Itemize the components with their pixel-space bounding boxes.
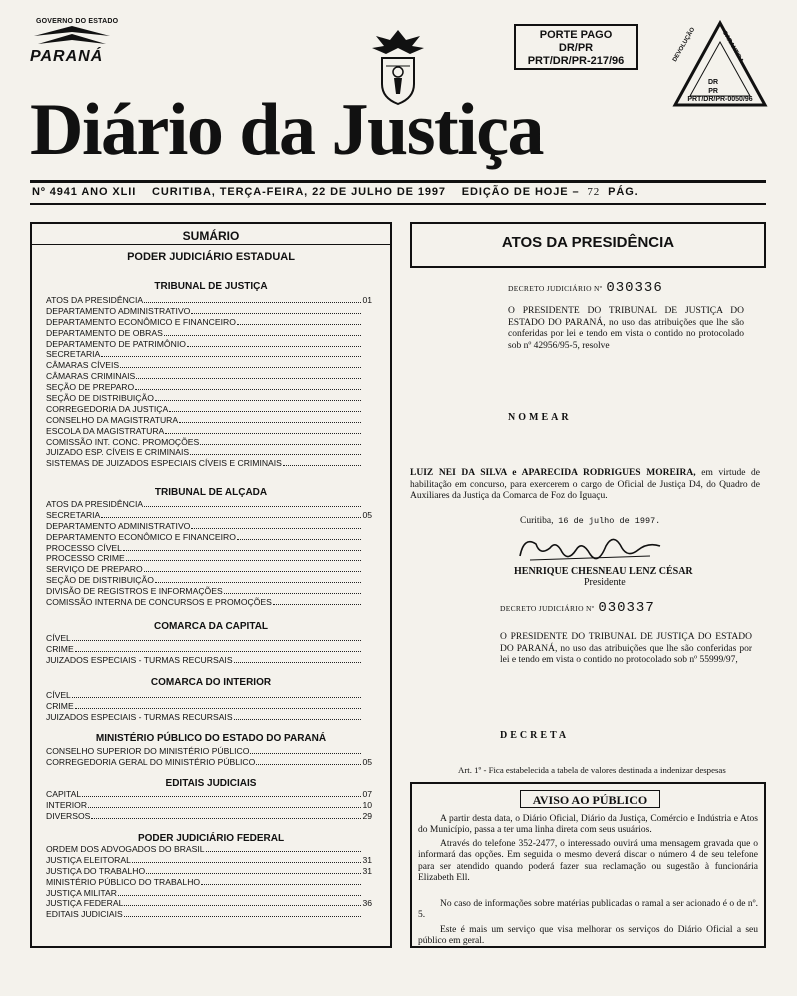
summary-entry-leader bbox=[91, 812, 361, 819]
summary-section-list bbox=[46, 499, 372, 608]
summary-entry-label: CONSELHO SUPERIOR DO MINISTÉRIO PÚBLICO bbox=[46, 746, 250, 756]
summary-entry-page: 36 bbox=[362, 898, 372, 909]
summary-entry-leader bbox=[234, 656, 361, 663]
summary-entry bbox=[46, 866, 372, 877]
summary-section-list bbox=[46, 295, 372, 469]
summary-entry-page: 07 bbox=[362, 789, 372, 799]
summary-entry-label: CRIME bbox=[46, 700, 74, 711]
summary-entry-leader bbox=[123, 544, 361, 551]
decree-1-place-date bbox=[520, 516, 660, 526]
summary-entry bbox=[46, 575, 372, 586]
summary-entry bbox=[46, 510, 372, 521]
summary-entry-label: SERVIÇO DE PREPARO bbox=[46, 564, 143, 575]
summary-entry-leader bbox=[191, 522, 361, 529]
summary-entry-label: PROCESSO CÍVEL bbox=[46, 542, 122, 553]
summary-entry-label: JUSTIÇA ELEITORAL bbox=[46, 854, 131, 865]
summary-entry-leader bbox=[250, 747, 361, 754]
summary-entry-leader bbox=[169, 405, 361, 412]
summary-subtitle: PODER JUDICIÁRIO ESTADUAL bbox=[127, 251, 295, 263]
summary-entry-leader bbox=[200, 438, 361, 445]
government-name: PARANÁ bbox=[30, 48, 104, 65]
summary-entry-leader bbox=[187, 340, 361, 347]
summary-entry bbox=[46, 712, 372, 723]
summary-entry-leader bbox=[206, 845, 361, 852]
summary-entry bbox=[46, 295, 372, 306]
summary-entry-leader bbox=[75, 645, 361, 652]
decree-1-body bbox=[410, 468, 760, 503]
summary-entry bbox=[46, 532, 372, 543]
summary-entry-leader bbox=[82, 790, 361, 797]
summary-entry-label: DEPARTAMENTO DE PATRIMÔNIO bbox=[46, 338, 186, 349]
summary-entry bbox=[46, 371, 372, 382]
summary-entry-label: CÂMARAS CÍVEIS bbox=[46, 360, 120, 371]
government-label: GOVERNO DO ESTADO bbox=[36, 18, 119, 25]
summary-section-list bbox=[46, 633, 372, 666]
summary-entry-label: JUIZADO ESP. CÍVEIS E CRIMINAIS bbox=[46, 447, 190, 458]
summary-entry-label: CRIME bbox=[46, 643, 74, 654]
summary-entry-leader bbox=[164, 329, 361, 336]
summary-entry-leader bbox=[126, 554, 361, 561]
summary-entry-label: CÂMARAS CRIMINAIS bbox=[46, 371, 136, 382]
porte-line-3: PRT/DR/PR-217/96 bbox=[527, 55, 625, 67]
summary-entry-label: ORDEM DOS ADVOGADOS DO BRASIL bbox=[46, 844, 205, 854]
summary-entry-label: EDITAIS JUDICIAIS bbox=[46, 909, 123, 920]
summary-section-list bbox=[46, 690, 372, 723]
summary-entry-leader bbox=[155, 576, 361, 583]
city-date: CURITIBA, TERÇA-FEIRA, 22 DE JULHO DE 1997 bbox=[152, 186, 446, 198]
summary-entry-page: 05 bbox=[362, 509, 372, 520]
decree-2-number: 030337 bbox=[598, 600, 655, 616]
summary-entry bbox=[46, 655, 372, 666]
summary-entry-leader bbox=[234, 713, 361, 720]
summary-entry-leader bbox=[124, 899, 361, 906]
summary-entry bbox=[46, 437, 372, 448]
seal-center-line-1: DR bbox=[708, 79, 719, 86]
summary-entry bbox=[46, 757, 372, 768]
summary-entry-label: ATOS DA PRESIDÊNCIA bbox=[46, 499, 144, 509]
page-count-unit: PÁG. bbox=[608, 186, 639, 198]
summary-entry bbox=[46, 844, 372, 855]
summary-entry-label: CÍVEL bbox=[46, 633, 71, 643]
summary-section-heading: EDITAIS JUDICIAIS bbox=[165, 778, 257, 789]
public-notice-title: AVISO AO PÚBLICO bbox=[532, 793, 648, 807]
summary-entry-leader bbox=[72, 634, 361, 641]
summary-entry-leader bbox=[101, 350, 361, 357]
decree-1-signer: HENRIQUE CHESNEAU LENZ CÉSAR bbox=[514, 566, 693, 577]
summary-entry-leader bbox=[191, 307, 361, 314]
summary-entry-label: INTERIOR bbox=[46, 799, 88, 810]
summary-entry bbox=[46, 633, 372, 644]
summary-entry-leader bbox=[88, 801, 361, 808]
summary-entry-leader bbox=[135, 383, 361, 390]
summary-entry bbox=[46, 499, 372, 510]
summary-entry-leader bbox=[155, 394, 361, 401]
decree-1-text: em virtude de habilitação em concurso, para exercerem o cargo de Oficial de Justiça D4, do Quadro de Auxiliares da Justiça da Comarca de Foz do Iguaçu. bbox=[410, 468, 761, 501]
decree-2-heading bbox=[500, 598, 655, 616]
summary-entry bbox=[46, 360, 372, 371]
summary-entry bbox=[46, 458, 372, 469]
decree-2-action: DECRETA bbox=[500, 730, 570, 741]
summary-entry-page: 01 bbox=[362, 295, 372, 305]
summary-entry-label: SEÇÃO DE DISTRIBUIÇÃO bbox=[46, 575, 154, 586]
summary-entry-page: 10 bbox=[362, 799, 372, 810]
summary-entry bbox=[46, 543, 372, 554]
summary-entry bbox=[46, 447, 372, 458]
summary-entry-leader bbox=[124, 910, 361, 917]
summary-entry-label: DEPARTAMENTO ECONÔMICO E FINANCEIRO bbox=[46, 316, 236, 327]
summary-entry-label: JUSTIÇA FEDERAL bbox=[46, 898, 124, 909]
summary-entry-label: DIVISÃO DE REGISTROS E INFORMAÇÕES bbox=[46, 586, 223, 597]
summary-entry-leader bbox=[118, 889, 361, 896]
summary-entry-label: DEPARTAMENTO ECONÔMICO E FINANCEIRO bbox=[46, 531, 236, 542]
public-notice-paragraph-4: Este é mais um serviço que visa melhorar os serviços do Diário Oficial a seu público em geral. bbox=[418, 925, 758, 947]
signature-icon bbox=[510, 526, 670, 568]
edition-info-line bbox=[32, 186, 766, 198]
summary-entry bbox=[46, 349, 372, 360]
summary-entry bbox=[46, 306, 372, 317]
porte-line-2: DR/PR bbox=[558, 42, 594, 54]
summary-entry-leader bbox=[72, 691, 361, 698]
summary-entry-leader bbox=[179, 416, 361, 423]
summary-entry bbox=[46, 393, 372, 404]
summary-entry-label: JUSTIÇA DO TRABALHO bbox=[46, 865, 146, 876]
summary-entry bbox=[46, 426, 372, 437]
summary-entry bbox=[46, 553, 372, 564]
summary-title-rule bbox=[32, 244, 390, 245]
summary-entry-leader bbox=[132, 856, 361, 863]
summary-entry-leader bbox=[190, 448, 361, 455]
summary-entry-label: PROCESSO CRIME bbox=[46, 553, 125, 564]
decree-1-heading bbox=[508, 278, 663, 296]
summary-entry-leader bbox=[201, 878, 361, 885]
summary-entry-leader bbox=[283, 459, 361, 466]
decree-1-date: 16 de julho de 1997. bbox=[558, 516, 661, 526]
edition-label: EDIÇÃO DE HOJE – bbox=[461, 186, 580, 198]
public-notice-paragraph-2: Através do telefone 352-2477, o interessado ouvirá uma mensagem gravada que o informará das opções. Em seguida o mesmo deverá discar o número 4 de seu telefone para ser atendido quando poderá fazer sua reclamação ou sugestão à funcionária Elizabeth Ell. bbox=[418, 839, 758, 884]
summary-section-list bbox=[46, 844, 372, 920]
summary-entry-leader bbox=[237, 318, 361, 325]
summary-section-heading: TRIBUNAL DE ALÇADA bbox=[154, 487, 268, 498]
summary-title: SUMÁRIO bbox=[182, 229, 240, 243]
summary-entry-label: DEPARTAMENTO ADMINISTRATIVO bbox=[46, 520, 191, 531]
summary-entry bbox=[46, 404, 372, 415]
summary-entry-label: JUIZADOS ESPECIAIS - TURMAS RECURSAIS bbox=[46, 711, 233, 722]
summary-section-heading: COMARCA DO INTERIOR bbox=[150, 677, 272, 688]
summary-entry bbox=[46, 909, 372, 920]
decree-2-label: DECRETO JUDICIÁRIO Nº bbox=[500, 604, 595, 613]
summary-entry bbox=[46, 746, 372, 757]
summary-entry-leader bbox=[237, 533, 361, 540]
summary-entry bbox=[46, 328, 372, 339]
summary-entry bbox=[46, 898, 372, 909]
summary-entry-leader bbox=[256, 758, 361, 765]
summary-entry-label: SISTEMAS DE JUIZADOS ESPECIAIS CÍVEIS E CRIMINAIS bbox=[46, 458, 282, 469]
summary-section-heading: COMARCA DA CAPITAL bbox=[153, 621, 269, 632]
summary-entry bbox=[46, 811, 372, 822]
summary-entry bbox=[46, 521, 372, 532]
summary-entry-label: CAPITAL bbox=[46, 789, 82, 799]
page-count: 72 bbox=[587, 186, 601, 198]
summary-entry bbox=[46, 339, 372, 350]
summary-entry bbox=[46, 690, 372, 701]
atos-title: ATOS DA PRESIDÊNCIA bbox=[501, 234, 675, 251]
public-notice-paragraph-1: A partir desta data, o Diário Oficial, Diário da Justiça, Comércio e Indústria e Atos do Município, passa a ter uma linha direta com seus usuários. bbox=[418, 814, 758, 836]
decree-1-signer-role: Presidente bbox=[584, 577, 626, 588]
summary-entry-label: ATOS DA PRESIDÊNCIA bbox=[46, 295, 144, 305]
summary-entry-label: DIVERSOS bbox=[46, 810, 91, 821]
summary-entry-label: COMISSÃO INTERNA DE CONCURSOS E PROMOÇÕES bbox=[46, 597, 272, 608]
summary-entry bbox=[46, 789, 372, 800]
header-rule-bottom bbox=[30, 203, 766, 205]
summary-entry-page: 31 bbox=[362, 854, 372, 865]
decree-1-label: DECRETO JUDICIÁRIO Nº bbox=[508, 284, 603, 293]
summary-entry-label: COMISSÃO INT. CONC. PROMOÇÕES bbox=[46, 436, 200, 447]
summary-entry-page: 31 bbox=[362, 865, 372, 876]
porte-line-1: PORTE PAGO bbox=[539, 29, 613, 41]
summary-entry-label: ESCOLA DA MAGISTRATURA bbox=[46, 425, 165, 436]
summary-entry-label: CÍVEL bbox=[46, 690, 71, 700]
summary-section-list bbox=[46, 746, 372, 768]
summary-section-heading: PODER JUDICIÁRIO FEDERAL bbox=[137, 833, 285, 844]
summary-entry bbox=[46, 597, 372, 608]
summary-entry bbox=[46, 564, 372, 575]
summary-entry-leader bbox=[224, 587, 361, 594]
summary-entry-label: JUSTIÇA MILITAR bbox=[46, 887, 117, 898]
decree-2-article: Art. 1º - Fica estabelecida a tabela de valores destinada a indenizar despesas bbox=[458, 765, 726, 775]
summary-entry-leader bbox=[144, 296, 361, 303]
summary-entry-leader bbox=[120, 361, 361, 368]
summary-entry bbox=[46, 877, 372, 888]
summary-entry-leader bbox=[146, 867, 361, 874]
summary-entry bbox=[46, 415, 372, 426]
summary-entry-leader bbox=[75, 702, 361, 709]
summary-entry-label: SECRETARIA bbox=[46, 509, 101, 520]
summary-entry-label: CORREGEDORIA DA JUSTIÇA bbox=[46, 403, 169, 414]
porte-pago-stamp bbox=[514, 24, 638, 70]
seal-code: PRT/DR/PR-0050/96 bbox=[687, 96, 753, 103]
summary-entry-label: SEÇÃO DE PREPARO bbox=[46, 382, 135, 393]
decree-1-place: Curitiba, bbox=[520, 516, 554, 526]
summary-entry bbox=[46, 586, 372, 597]
summary-section-list bbox=[46, 789, 372, 822]
summary-entry-leader bbox=[165, 427, 361, 434]
summary-entry-leader bbox=[136, 372, 361, 379]
summary-entry bbox=[46, 888, 372, 899]
summary-entry-label: DEPARTAMENTO ADMINISTRATIVO bbox=[46, 305, 191, 316]
seal-right-text: GARANTIDA bbox=[720, 30, 744, 65]
summary-entry-label: CORREGEDORIA GERAL DO MINISTÉRIO PÚBLICO bbox=[46, 756, 256, 767]
decree-1-intro: O PRESIDENTE DO TRIBUNAL DE JUSTIÇA DO ESTADO DO PARANÁ, no uso das atribuições que lhe são conferidas por lei e tendo em vista o contido no protocolado sob nº 42956/95-5, resolve bbox=[508, 306, 744, 351]
summary-entry-label: JUIZADOS ESPECIAIS - TURMAS RECURSAIS bbox=[46, 654, 233, 665]
summary-section-heading: MINISTÉRIO PÚBLICO DO ESTADO DO PARANÁ bbox=[95, 733, 327, 744]
summary-section-heading: TRIBUNAL DE JUSTIÇA bbox=[154, 281, 268, 292]
summary-entry-label: MINISTÉRIO PÚBLICO DO TRABALHO bbox=[46, 876, 201, 887]
summary-entry bbox=[46, 382, 372, 393]
header-rule-top bbox=[30, 180, 766, 183]
summary-entry-label: SEÇÃO DE DISTRIBUIÇÃO bbox=[46, 393, 154, 404]
summary-entry-leader bbox=[101, 511, 361, 518]
summary-entry bbox=[46, 800, 372, 811]
summary-entry bbox=[46, 701, 372, 712]
summary-entry-page: 29 bbox=[362, 810, 372, 821]
issue-number: Nº 4941 ANO XLII bbox=[32, 186, 137, 198]
summary-entry-label: SECRETARIA bbox=[46, 349, 101, 360]
public-notice-paragraph-3: No caso de informações sobre matérias publicadas o ramal a ser acionado é o de nº. 5. bbox=[418, 899, 758, 921]
decree-2-intro: O PRESIDENTE DO TRIBUNAL DE JUSTIÇA DO ESTADO DO PARANÁ, no uso das atribuições que lhe são conferidas por lei e tendo em vista o contido no protocolado sob nº 55999/97, bbox=[500, 632, 752, 665]
summary-entry-leader bbox=[273, 598, 361, 605]
summary-entry-label: CONSELHO DA MAGISTRATURA bbox=[46, 414, 179, 425]
summary-entry bbox=[46, 644, 372, 655]
seal-center-line-2: PR bbox=[708, 88, 718, 95]
decree-1-names: LUIZ NEI DA SILVA e APARECIDA RODRIGUES MOREIRA, bbox=[410, 468, 696, 478]
masthead-title: Diário da Justiça bbox=[30, 89, 544, 171]
decree-1-action: NOMEAR bbox=[508, 412, 572, 423]
summary-entry bbox=[46, 855, 372, 866]
summary-entry-leader bbox=[144, 500, 361, 507]
summary-entry-leader bbox=[144, 565, 361, 572]
seal-left-text: DEVOLUÇÃO bbox=[672, 26, 697, 63]
summary-entry-page: 05 bbox=[362, 756, 372, 767]
summary-entry-label: DEPARTAMENTO DE OBRAS bbox=[46, 327, 163, 338]
summary-entry bbox=[46, 317, 372, 328]
decree-1-number: 030336 bbox=[606, 280, 663, 296]
